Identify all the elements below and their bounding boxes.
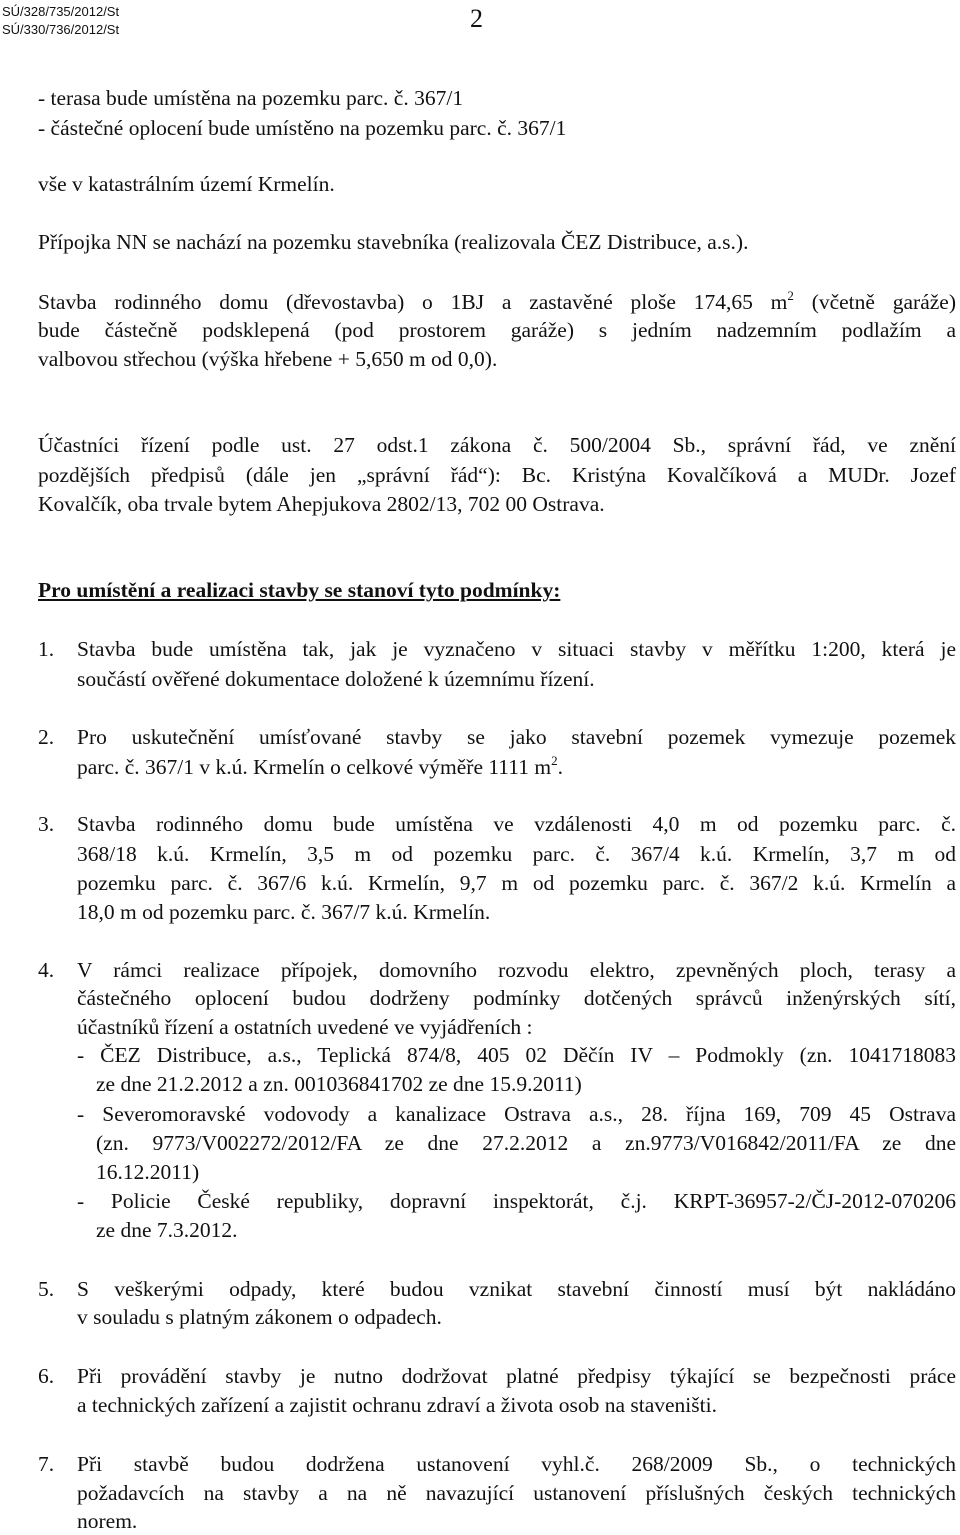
ucastnici-line: Kovalčík, oba trvale bytem Ahepjukova 2802/13, 702 00 Ostrava.: [38, 492, 605, 516]
reference-number-1: SÚ/328/735/2012/St: [2, 4, 120, 19]
condition-line: V rámci realizace přípojek, domovního rozvodu elektro, zpevněných ploch, terasy a: [77, 958, 956, 982]
condition-line: ze dne 7.3.2012.: [96, 1218, 238, 1242]
intro-line: vše v katastrálním území Krmelín.: [38, 172, 335, 196]
condition-line: Pro uskutečnění umísťované stavby se jako stavební pozemek vymezuje pozemek: [77, 725, 956, 749]
stavba-line: valbovou střechou (výška hřebene + 5,650 m od 0,0).: [38, 347, 498, 371]
condition-line: - Severomoravské vodovody a kanalizace Ostrava a.s., 28. října 169, 709 45 Ostrava: [77, 1102, 956, 1126]
intro-line: Přípojka NN se nachází na pozemku stavebníka (realizovala ČEZ Distribuce, a.s.).: [38, 230, 749, 254]
superscript: 2: [787, 288, 794, 303]
section-heading: Pro umístění a realizaci stavby se stanoví tyto podmínky:: [38, 578, 561, 602]
condition-line: [77, 753, 563, 780]
stavba-line: [38, 288, 956, 315]
condition-line: součástí ověřené dokumentace doložené k územnímu řízení.: [77, 667, 595, 691]
condition-number: 2.: [38, 725, 55, 749]
condition-line: Stavba bude umístěna tak, jak je vyznačeno v situaci stavby v měřítku 1:200, která je: [77, 637, 956, 661]
condition-line: 16.12.2011): [96, 1160, 200, 1184]
condition-line: (zn. 9773/V002272/2012/FA ze dne 27.2.2012 a zn.9773/V016842/2011/FA ze dne: [96, 1131, 956, 1155]
condition-number: 5.: [38, 1277, 55, 1301]
condition-line: účastníků řízení a ostatních uvedené ve vyjádřeních :: [77, 1015, 533, 1039]
condition-line: Při stavbě budou dodržena ustanovení vyhl.č. 268/2009 Sb., o technických: [77, 1452, 956, 1476]
condition-line: 368/18 k.ú. Krmelín, 3,5 m od pozemku parc. č. 367/4 k.ú. Krmelín, 3,7 m od: [77, 842, 956, 866]
condition-text: .: [557, 755, 563, 779]
condition-line: 18,0 m od pozemku parc. č. 367/7 k.ú. Krmelín.: [77, 900, 491, 924]
condition-line: pozemku parc. č. 367/6 k.ú. Krmelín, 9,7 m od pozemku parc. č. 367/2 k.ú. Krmelín a: [77, 871, 956, 895]
stavba-text: (včetně garáže): [793, 290, 956, 314]
stavba-line: bude částečně podsklepená (pod prostorem garáže) s jedním nadzemním podlažím a: [38, 318, 956, 342]
condition-number: 4.: [38, 958, 55, 982]
condition-line: v souladu s platným zákonem o odpadech.: [77, 1305, 442, 1329]
superscript: 2: [551, 753, 558, 768]
condition-line: S veškerými odpady, které budou vznikat stavební činností musí být nakládáno: [77, 1277, 956, 1301]
condition-text: parc. č. 367/1 v k.ú. Krmelín o celkové výměře 1111 m: [77, 755, 552, 779]
reference-number-2: SÚ/330/736/2012/St: [2, 22, 120, 37]
ucastnici-line: Účastníci řízení podle ust. 27 odst.1 zákona č. 500/2004 Sb., správní řád, ve znění: [38, 433, 956, 457]
condition-number: 1.: [38, 637, 55, 661]
condition-line: ze dne 21.2.2012 a zn. 001036841702 ze dne 15.9.2011): [96, 1072, 582, 1096]
condition-line: - ČEZ Distribuce, a.s., Teplická 874/8, 405 02 Děčín IV – Podmokly (zn. 1041718083: [77, 1043, 956, 1067]
condition-line: částečného oplocení budou dodrženy podmínky dotčených správců inženýrských sítí,: [77, 986, 956, 1010]
intro-line: - částečné oplocení bude umístěno na pozemku parc. č. 367/1: [38, 116, 567, 140]
condition-line: a technických zařízení a zajistit ochranu zdraví a života osob na staveništi.: [77, 1393, 717, 1417]
condition-line: Stavba rodinného domu bude umístěna ve vzdálenosti 4,0 m od pozemku parc. č.: [77, 812, 956, 836]
condition-line: - Policie České republiky, dopravní inspektorát, č.j. KRPT-36957-2/ČJ-2012-070206: [77, 1189, 956, 1213]
stavba-text: Stavba rodinného domu (dřevostavba) o 1BJ a zastavěné ploše 174,65 m: [38, 290, 788, 314]
condition-line: Při provádění stavby je nutno dodržovat platné předpisy týkající se bezpečnosti práce: [77, 1364, 956, 1388]
condition-number: 7.: [38, 1452, 55, 1476]
intro-line: - terasa bude umístěna na pozemku parc. č. 367/1: [38, 86, 464, 110]
page-number: 2: [470, 4, 483, 33]
condition-number: 3.: [38, 812, 55, 836]
condition-line: požadavcích na stavby a na ně navazující ustanovení příslušných českých technických: [77, 1481, 956, 1505]
ucastnici-line: pozdějších předpisů (dále jen „správní řád“): Bc. Kristýna Kovalčíková a MUDr. Jozef: [38, 463, 956, 487]
condition-line: norem.: [77, 1509, 138, 1533]
condition-number: 6.: [38, 1364, 55, 1388]
